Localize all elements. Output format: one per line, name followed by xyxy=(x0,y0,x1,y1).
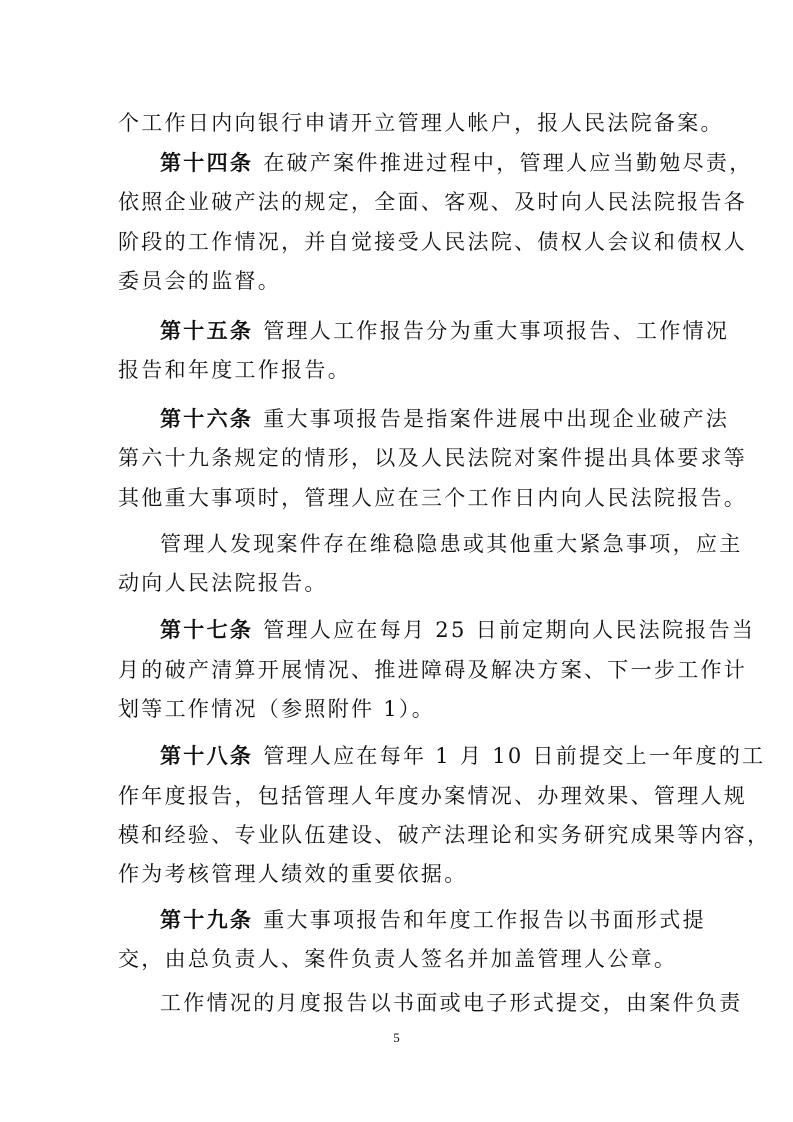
page-number: 5 xyxy=(393,1030,400,1045)
line-text: 管理人发现案件存在维稳隐患或其他重大紧急事项，应主 xyxy=(160,532,743,556)
line-text: 工作情况的月度报告以书面或电子形式提交，由案件负责 xyxy=(160,991,743,1015)
text-line xyxy=(118,944,698,974)
line-text: 第六十九条规定的情形，以及人民法院对案件提出具体要求等 xyxy=(118,446,748,470)
text-line xyxy=(118,187,748,217)
article-17-line-1 xyxy=(160,615,756,645)
line-text: 重大事项报告是指案件进展中出现企业破产法 xyxy=(263,407,730,431)
text-line xyxy=(118,781,748,811)
article-17-heading: 第十七条 xyxy=(160,618,254,642)
line-text: 交，由总负责人、案件负责人签名并加盖管理人公章。 xyxy=(118,947,678,971)
line-text: 依照企业破产法的规定，全面、客观、及时向人民法院报告各 xyxy=(118,190,748,214)
text-line xyxy=(118,694,698,724)
text-line xyxy=(118,568,698,598)
article-19-heading: 第十九条 xyxy=(160,908,254,932)
line-text: 报告和年度工作报告。 xyxy=(118,358,351,382)
article-19-line-1 xyxy=(160,905,706,935)
line-text: 阶段的工作情况，并自觉接受人民法院、债权人会议和债权人 xyxy=(118,230,748,254)
text-line xyxy=(160,529,743,559)
article-18-line-1 xyxy=(160,741,766,771)
line-text: 管理人应在每年 1 月 10 日前提交上一年度的工 xyxy=(263,744,766,768)
line-text: 管理人工作报告分为重大事项报告、工作情况 xyxy=(263,319,730,343)
text-line xyxy=(118,655,748,685)
text-line xyxy=(118,443,748,473)
text-line xyxy=(118,859,698,889)
text-line xyxy=(118,820,771,850)
article-14-line-1 xyxy=(160,148,753,178)
article-16-heading: 第十六条 xyxy=(160,407,254,431)
line-text: 作年度报告，包括管理人年度办案情况、办理效果、管理人规 xyxy=(118,784,748,808)
line-text: 个工作日内向银行申请开立管理人帐户，报人民法院备案。 xyxy=(118,111,724,135)
text-line xyxy=(118,355,698,385)
line-text: 其他重大事项时，管理人应在三个工作日内向人民法院报告。 xyxy=(118,486,748,510)
text-line xyxy=(118,483,748,513)
article-18-heading: 第十八条 xyxy=(160,744,254,768)
line-text: 划等工作情况（参照附件 1）。 xyxy=(118,697,436,721)
article-14-heading: 第十四条 xyxy=(160,151,254,175)
line-text: 重大事项报告和年度工作报告以书面形式提 xyxy=(263,908,706,932)
text-line xyxy=(160,988,743,1018)
text-line xyxy=(118,266,698,296)
line-text: 管理人应在每月 25 日前定期向人民法院报告当 xyxy=(263,618,756,642)
article-15-heading: 第十五条 xyxy=(160,319,254,343)
line-text: 作为考核管理人绩效的重要依据。 xyxy=(118,862,468,886)
text-line xyxy=(118,227,748,257)
line-text: 模和经验、专业队伍建设、破产法理论和实务研究成果等内容， xyxy=(118,823,771,847)
line-text: 月的破产清算开展情况、推进障碍及解决方案、下一步工作计 xyxy=(118,658,748,682)
text-line xyxy=(118,108,724,138)
line-text: 在破产案件推进过程中，管理人应当勤勉尽责， xyxy=(263,151,753,175)
article-15-line-1 xyxy=(160,316,730,346)
line-text: 委员会的监督。 xyxy=(118,269,282,293)
article-16-line-1 xyxy=(160,404,730,434)
line-text: 动向人民法院报告。 xyxy=(118,571,328,595)
